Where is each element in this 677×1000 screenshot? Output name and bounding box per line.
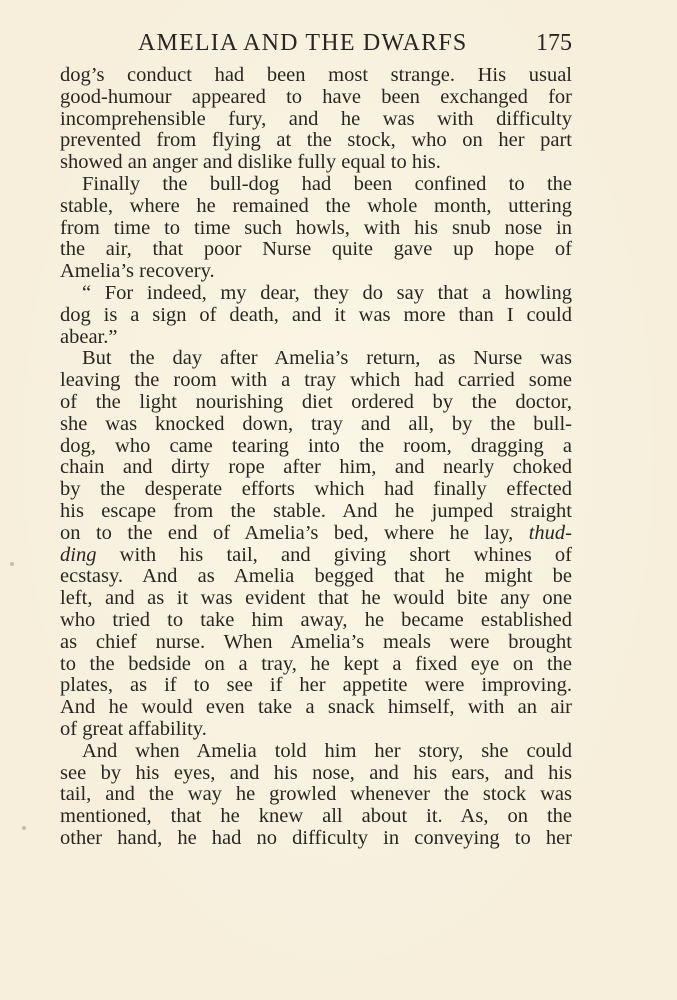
- text-line: to the bedside on a tray, he kept a fixed eye on the: [60, 652, 572, 675]
- text-line-with-italic: on to the end of Amelia’s bed, where he lay, thud-: [60, 521, 572, 544]
- running-head: AMELIA AND THE DWARFS: [138, 30, 468, 56]
- text-line: who tried to take him away, he became established: [60, 608, 572, 631]
- text-line-with-italic: ding with his tail, and giving short whines of: [60, 543, 572, 566]
- text-line: the air, that poor Nurse quite gave up hope of: [60, 238, 572, 261]
- body-text: [60, 65, 572, 850]
- italic-word: thud-: [528, 521, 572, 544]
- page-speck: [10, 562, 14, 566]
- text-line: dog’s conduct had been most strange. His usual: [60, 64, 572, 86]
- text-line: chain and dirty rope after him, and nearly choked: [60, 456, 572, 479]
- text-line: prevented from flying at the stock, who on her part: [60, 129, 572, 152]
- text-line: Amelia’s recovery.: [60, 260, 215, 283]
- text-line: dog, who came tearing into the room, dragging a: [60, 434, 572, 457]
- text-line: incomprehensible fury, and he was with difficulty: [60, 107, 572, 130]
- text-line: his escape from the stable. And he jumped straight: [60, 499, 572, 522]
- page-number: 175: [536, 30, 572, 56]
- text-line: Finally the bull-dog had been confined to the: [82, 172, 572, 195]
- paragraph: [60, 283, 572, 348]
- text-line: But the day after Amelia’s return, as Nurse was: [82, 347, 572, 370]
- text-line: leaving the room with a tray which had carried some: [60, 369, 572, 392]
- page-speck: [22, 826, 26, 830]
- text-line: good-humour appeared to have been exchanged for: [60, 85, 572, 108]
- italic-word: ding: [60, 543, 97, 566]
- text-line: tail, and the way he growled whenever the stock was: [60, 783, 572, 806]
- text-line: as chief nurse. When Amelia’s meals were brought: [60, 630, 572, 653]
- text-line: of great affability.: [60, 717, 207, 740]
- text-line: mentioned, that he knew all about it. As, on the: [60, 805, 572, 828]
- text-line: abear.”: [60, 325, 118, 348]
- text-line: see by his eyes, and his nose, and his ears, and his: [60, 761, 572, 784]
- paragraph: [60, 65, 572, 174]
- text-line: And when Amelia told him her story, she could: [82, 739, 572, 762]
- text-line: showed an anger and dislike fully equal to his.: [60, 151, 441, 174]
- text-line: she was knocked down, tray and all, by the bull-: [60, 412, 572, 435]
- text-line: And he would even take a snack himself, with an air: [60, 696, 572, 719]
- paragraph: [60, 174, 572, 283]
- text-line: from time to time such howls, with his snub nose in: [60, 216, 572, 239]
- page-header: [60, 30, 572, 60]
- text-line: “ For indeed, my dear, they do say that a howling: [82, 281, 572, 304]
- text-line: plates, as if to see if her appetite were improving.: [60, 674, 572, 697]
- text-line: left, and as it was evident that he would bite any one: [60, 587, 572, 610]
- text-line: dog is a sign of death, and it was more than I could: [60, 303, 572, 326]
- text-line: of the light nourishing diet ordered by the doctor,: [60, 390, 572, 413]
- text-line: other hand, he had no difficulty in conveying to her: [60, 826, 572, 849]
- text-line: ecstasy. And as Amelia begged that he might be: [60, 565, 572, 588]
- text-line: stable, where he remained the whole month, uttering: [60, 194, 572, 217]
- text-line: by the desperate efforts which had finally effected: [60, 478, 572, 501]
- paragraph: [60, 348, 572, 740]
- paragraph: [60, 741, 572, 850]
